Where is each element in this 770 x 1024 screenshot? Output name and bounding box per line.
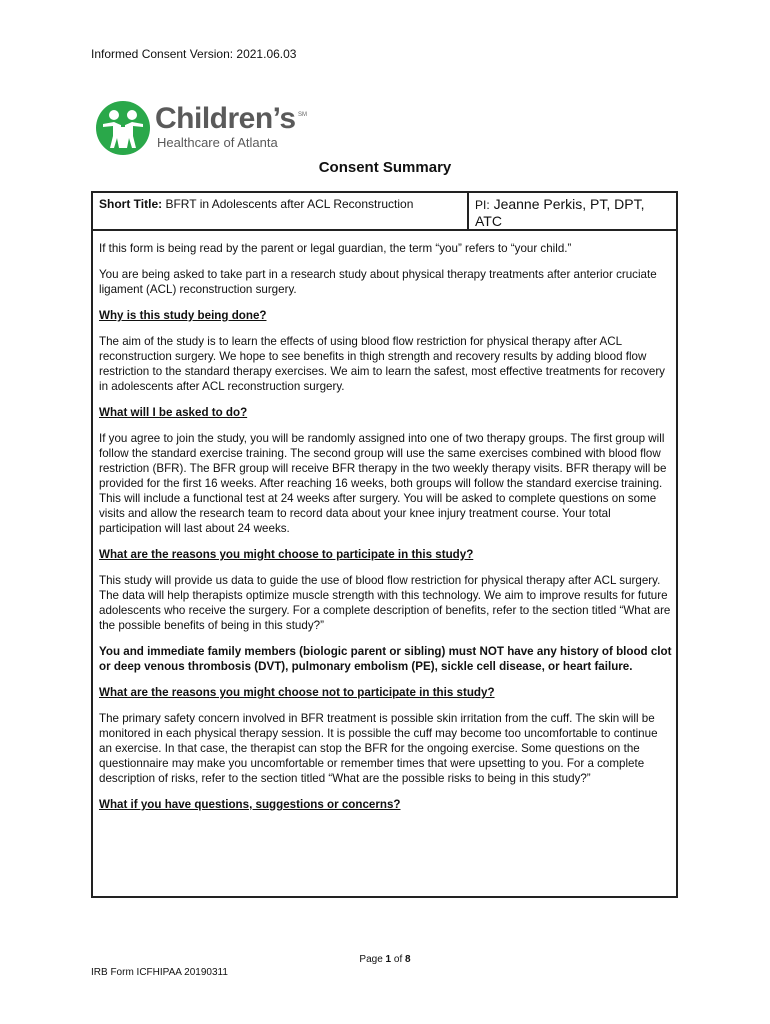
page-prefix: Page [359,954,383,965]
pi-label: PI: [475,198,490,212]
pi-cell [475,196,665,229]
short-title-value: BFRT in Adolescents after ACL Reconstruction [165,197,414,211]
logo-service-mark: SM [298,112,307,118]
section-heading-questions: What if you have questions, suggestions or concerns? [99,798,401,811]
summary-header-row [93,193,676,231]
page-current: 1 [385,954,392,965]
summary-content [99,241,673,823]
study-aim: The aim of the study is to learn the effects of using blood flow restriction for physical therapy after ACL reconstruction surgery. We hope to see benefits in thigh strength and recovery results by adding blood flow restriction to the standard therapy exercises. We aim to learn the safest, most effective treatments for recovery in adolescents after ACL reconstruction surgery. [99,335,665,393]
benefits-text: This study will provide us data to guide the use of blood flow restriction for physical therapy after ACL surgery. The data will help therapists optimize muscle strength with this technology. We aim to improve results for future adolescents who receive the surgery. For a complete description of benefits, refer to the section titled “What are the possible benefits of being in this study?” [99,574,671,632]
header-divider [467,193,469,229]
section-heading-reasons-not: What are the reasons you might choose not to participate in this study? [99,686,495,699]
section-heading-why: Why is this study being done? [99,309,267,322]
document-title: Consent Summary [318,159,452,176]
risks-text: The primary safety concern involved in BFR treatment is possible skin irritation from the cuff. The skin will be monitored in each physical therapy session. It is possible the cuff may become too uncomfortable to continue an exercise. In that case, the therapist can stop the BFR for the ongoing exercise. Some questions on the questionnaire may make you uncomfortable or remember times that were upsetting to you. For a complete description of risks, refer to the section titled “What are the possible risks to being in this study?” [99,712,658,785]
pi-value: Jeanne Perkis, PT, DPT, ATC [475,196,645,229]
participation-details: If you agree to join the study, you will be randomly assigned into one of two therapy groups. The first group will follow the standard exercise training. The second group will use the same exercises combined with blood flow restriction (BFR). The BFR group will receive BFR therapy in the two weekly therapy visits. BFR therapy will be provided for the first 16 weeks. After reaching 16 weeks, both groups will follow the standard exercise training. This will include a functional test at 24 weeks after surgery. You will be asked to complete questions on some visits and allow the research team to record data about your knee injury treatment course. Your total participation will last about 24 weeks. [99,432,667,535]
page-of: of [393,954,403,965]
logo-wordmark: Children’s [155,102,296,135]
childrens-healthcare-logo [95,100,315,156]
section-heading-asked: What will I be asked to do? [99,406,248,419]
children-figures-icon [95,100,151,156]
study-intro: You are being asked to take part in a research study about physical therapy treatments after anterior cruciate ligament (ACL) reconstruction surgery. [99,268,657,296]
logo-subtitle: Healthcare of Atlanta [157,135,278,150]
short-title-cell [99,197,413,211]
irb-form-id: IRB Form ICFHIPAA 20190311 [91,967,228,978]
eligibility-warning: You and immediate family members (biologic parent or sibling) must NOT have any history of blood clot or deep venous thrombosis (DVT), pulmonary embolism (PE), sickle cell disease, or heart failure. [99,645,672,673]
guardian-note: If this form is being read by the parent or legal guardian, the term “you” refers to “your child.” [99,242,572,255]
page-number [0,954,770,965]
version-label: Informed Consent Version: 2021.06.03 [91,47,297,61]
consent-summary-box [91,191,678,898]
page-total: 8 [405,954,411,965]
section-heading-reasons-participate: What are the reasons you might choose to participate in this study? [99,548,474,561]
short-title-label: Short Title: [99,197,163,211]
